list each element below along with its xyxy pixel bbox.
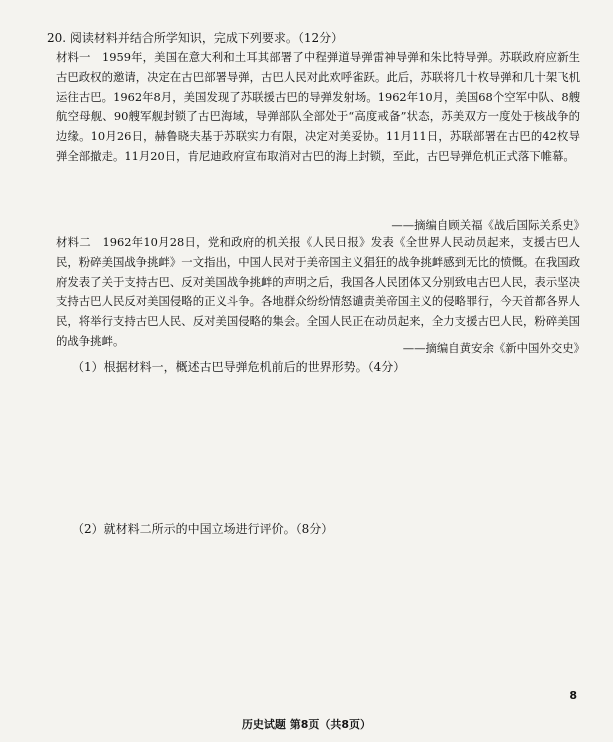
material-one-source: ——摘编自顾关福《战后国际关系史》 <box>391 218 585 232</box>
sub-question-two: （2）就材料二所示的中国立场进行评价。（8分） <box>72 522 334 536</box>
answer-area-one <box>56 380 580 515</box>
material-one-text: 材料一 1959年，美国在意大利和土耳其部署了中程弹道导弹雷神导弹和朱比特导弹。苏联政府应新生古巴政权的邀请，决定在古巴部署导弹，古巴人民对此欢呼雀跃。此后，苏联将几十枚导弹和几十架飞机运往古巴。1962年8月，美国发现了苏联援古巴的导弹发射场。1962年10月，美国68个空军中队、8艘航空母舰、90艘军舰封锁了古巴海域，导弹部队全部处于“高度戒备”状态，苏美双方一度处于核战争的边缘。10月26日，赫鲁晓夫基于苏联实力有限，决定对美妥协。11月11日，苏联部署在古巴的42枚导弹全部撤走。11月20日，肯尼迪政府宣布取消对古巴的海上封锁，至此，古巴导弹危机正式落下帷幕。 <box>56 50 580 163</box>
material-two-text: 材料二 1962年10月28日，党和政府的机关报《人民日报》发表《全世界人民动员起来，支援古巴人民，粉碎美国战争挑衅》一文指出，中国人民对于美帝国主义猖狂的战争挑衅感到无比的愤慨。在我国政府发表了关于支持古巴、反对美国战争挑衅的声明之后，我国各人民团体又分别致电古巴人民，表示坚决支持古巴人民反对美国侵略的正义斗争。各地群众纷纷情怒谴责美帝国主义的侵略罪行，今天首都各界人民，将举行支持古巴人民、反对美国侵略的集会。全国人民正在动员起来，全力支援古巴人民，粉碎美国的战争挑衅。 <box>56 235 580 348</box>
page-footer: 历史试题 第8页（共8页） <box>241 718 372 731</box>
material-two-source: ——摘编自黄安余《新中国外交史》 <box>402 341 585 355</box>
answer-area-two <box>56 542 580 682</box>
question-title: 20. 阅读材料并结合所学知识，完成下列要求。（12分） <box>47 31 344 45</box>
page-number-mark: 8 <box>569 689 577 702</box>
sub-question-one: （1）根据材料一，概述古巴导弹危机前后的世界形势。（4分） <box>72 360 406 374</box>
